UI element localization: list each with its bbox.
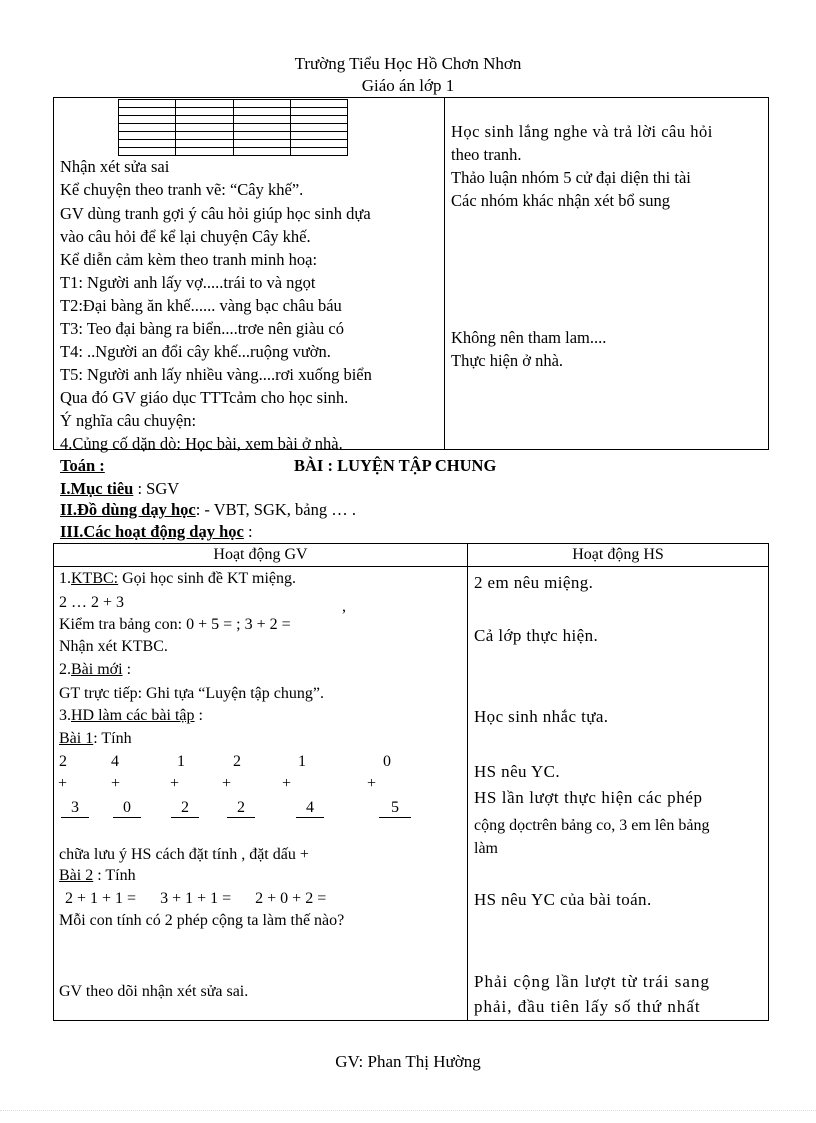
exercise-2-label: Bài 2 — [59, 867, 94, 884]
exercise-2-expressions: 2 + 1 + 1 = 3 + 1 + 1 = 2 + 0 + 2 = — [65, 890, 327, 907]
board-check-line: Kiểm tra bảng con: 0 + 5 = ; 3 + 2 = — [59, 616, 291, 633]
story-line: T5: Người anh lấy nhiều vàng....rơi xuống biển — [60, 365, 372, 384]
exercise-guide-colon: : — [194, 707, 203, 724]
student-line: theo tranh. — [451, 145, 522, 164]
ktbc-review-line: Nhận xét KTBC. — [59, 638, 168, 655]
addend-bottom: 3 — [61, 799, 89, 818]
hs-line: Cả lớp thực hiện. — [474, 626, 599, 645]
activities-header-rule — [53, 566, 769, 567]
student-line: Học sinh lắng nghe và trả lời câu hỏi — [451, 122, 713, 141]
exercise-guide-line — [59, 706, 203, 726]
activities-label: III.Các hoạt động dạy học — [60, 522, 244, 541]
addend-top: 2 — [59, 753, 67, 770]
exercise-guide-label: HD làm các bài tập — [71, 707, 195, 724]
top-table-divider — [444, 97, 445, 450]
addend-bottom: 2 — [227, 799, 255, 818]
student-line: Thực hiện ở nhà. — [451, 351, 564, 370]
student-line: Các nhóm khác nhận xét bổ sung — [451, 191, 671, 210]
ktbc-number: 1. — [59, 570, 71, 587]
student-line: Thảo luận nhóm 5 cử đại diện thi tài — [451, 168, 691, 187]
hs-line: phải, đầu tiên lấy số thứ nhất — [474, 997, 701, 1016]
activities-value: : — [243, 522, 253, 541]
story-line-consolidation: 4.Củng cố dặn dò: Học bài, xem bài ở nhà. — [60, 434, 343, 453]
activities-line — [60, 522, 253, 542]
plus-sign: + — [222, 775, 232, 792]
exercise-1-text: : Tính — [93, 730, 132, 747]
col-header-gv: Hoạt động GV — [213, 546, 308, 563]
story-line: vào câu hỏi để kể lại chuyện Cây khế. — [60, 227, 311, 246]
plus-sign: + — [58, 775, 68, 792]
hs-line: cộng dọctrên bảng co, 3 em lên bảng — [474, 817, 710, 834]
subject-label: Toán : — [60, 456, 105, 475]
activities-table-divider — [467, 543, 468, 1021]
exercise-guide-number: 3. — [59, 707, 71, 724]
exercise-2-text: : Tính — [93, 867, 136, 884]
hs-line: làm — [474, 840, 498, 857]
new-lesson-colon: : — [122, 661, 132, 678]
goal-label: I.Mục tiêu — [60, 479, 134, 498]
exercise-1-line — [59, 729, 132, 749]
addend-bottom: 5 — [379, 799, 411, 818]
vertical-additions — [59, 753, 459, 823]
school-name: Trường Tiểu Học Hồ Chơn Nhơn — [294, 54, 522, 73]
addend-bottom: 2 — [171, 799, 199, 818]
lesson-title: BÀI : LUYỆN TẬP CHUNG — [294, 456, 497, 475]
goal-value: : SGV — [133, 479, 180, 498]
exercise-1-label: Bài 1 — [59, 730, 94, 747]
story-line: Qua đó GV giáo dục TTTcảm cho học sinh. — [60, 388, 349, 407]
new-lesson-label: Bài mới — [71, 661, 123, 678]
plus-sign: + — [367, 775, 377, 792]
story-line: Kể chuyện theo tranh vẽ: “Cây khế”. — [60, 180, 304, 199]
addend-top: 4 — [111, 753, 119, 770]
hs-line: Học sinh nhắc tựa. — [474, 707, 609, 726]
addend-bottom: 0 — [113, 799, 141, 818]
col-header-hs: Hoạt động HS — [572, 546, 664, 563]
plus-sign: + — [111, 775, 121, 792]
story-line: T3: Teo đại bàng ra biển....trơe nên giàu có — [60, 319, 345, 338]
hs-line: 2 em nêu miệng. — [474, 573, 594, 592]
new-lesson-number: 2. — [59, 661, 71, 678]
goal-line — [60, 479, 179, 499]
ktbc-label: KTBC: — [71, 570, 119, 587]
addend-bottom: 4 — [296, 799, 324, 818]
tools-value: : - VBT, SGK, bảng … . — [195, 500, 356, 519]
teacher-footer: GV: Phan Thị Hường — [335, 1052, 481, 1071]
hs-line: HS nêu YC của bài toán. — [474, 890, 652, 909]
stray-comma: , — [342, 598, 346, 615]
hs-line: Phải cộng lần lượt từ trái sang — [474, 972, 710, 991]
student-line: Không nên tham lam.... — [451, 328, 607, 347]
story-line: GV dùng tranh gợi ý câu hỏi giúp học sinh dựa — [60, 204, 371, 223]
addend-top: 0 — [383, 753, 391, 770]
hs-line: HS nêu YC. — [474, 762, 561, 781]
correction-note-line: chữa lưu ý HS cách đặt tính , đặt dấu + — [59, 846, 309, 863]
tools-line — [60, 500, 356, 520]
grid-figure — [118, 99, 350, 157]
story-line: T4: ..Người an đổi cây khế...ruộng vườn. — [60, 342, 331, 361]
new-lesson-line — [59, 660, 131, 680]
addend-top: 1 — [177, 753, 185, 770]
story-line: Nhận xét sửa sai — [60, 157, 170, 176]
ktbc-line — [59, 569, 296, 589]
exercise-2-line — [59, 866, 136, 886]
intro-line: GT trực tiếp: Ghi tựa “Luyện tập chung”. — [59, 685, 324, 702]
plus-sign: + — [282, 775, 292, 792]
question-line: Mỗi con tính có 2 phép cộng ta làm thế nào? — [59, 912, 345, 929]
lesson-plan-title: Giáo án lớp 1 — [361, 76, 455, 95]
story-line: Ý nghĩa câu chuyện: — [60, 411, 197, 430]
followup-line: GV theo dõi nhận xét sửa sai. — [59, 983, 249, 1000]
hs-line: HS lần lượt thực hiện các phép — [474, 788, 703, 807]
story-line: T1: Người anh lấy vợ.....trái to và ngọt — [60, 273, 316, 292]
page-bottom-rule — [0, 1110, 816, 1111]
story-line: T2:Đại bàng ăn khế...... vàng bạc châu báu — [60, 296, 342, 315]
tools-label: II.Đồ dùng dạy học — [60, 500, 196, 519]
story-line: Kể diễn cảm kèm theo tranh minh hoạ: — [60, 250, 318, 269]
ktbc-text: Gọi học sinh đề KT miệng. — [118, 570, 297, 587]
addend-top: 2 — [233, 753, 241, 770]
addend-top: 1 — [298, 753, 306, 770]
compare-line: 2 … 2 + 3 — [59, 594, 125, 611]
plus-sign: + — [170, 775, 180, 792]
